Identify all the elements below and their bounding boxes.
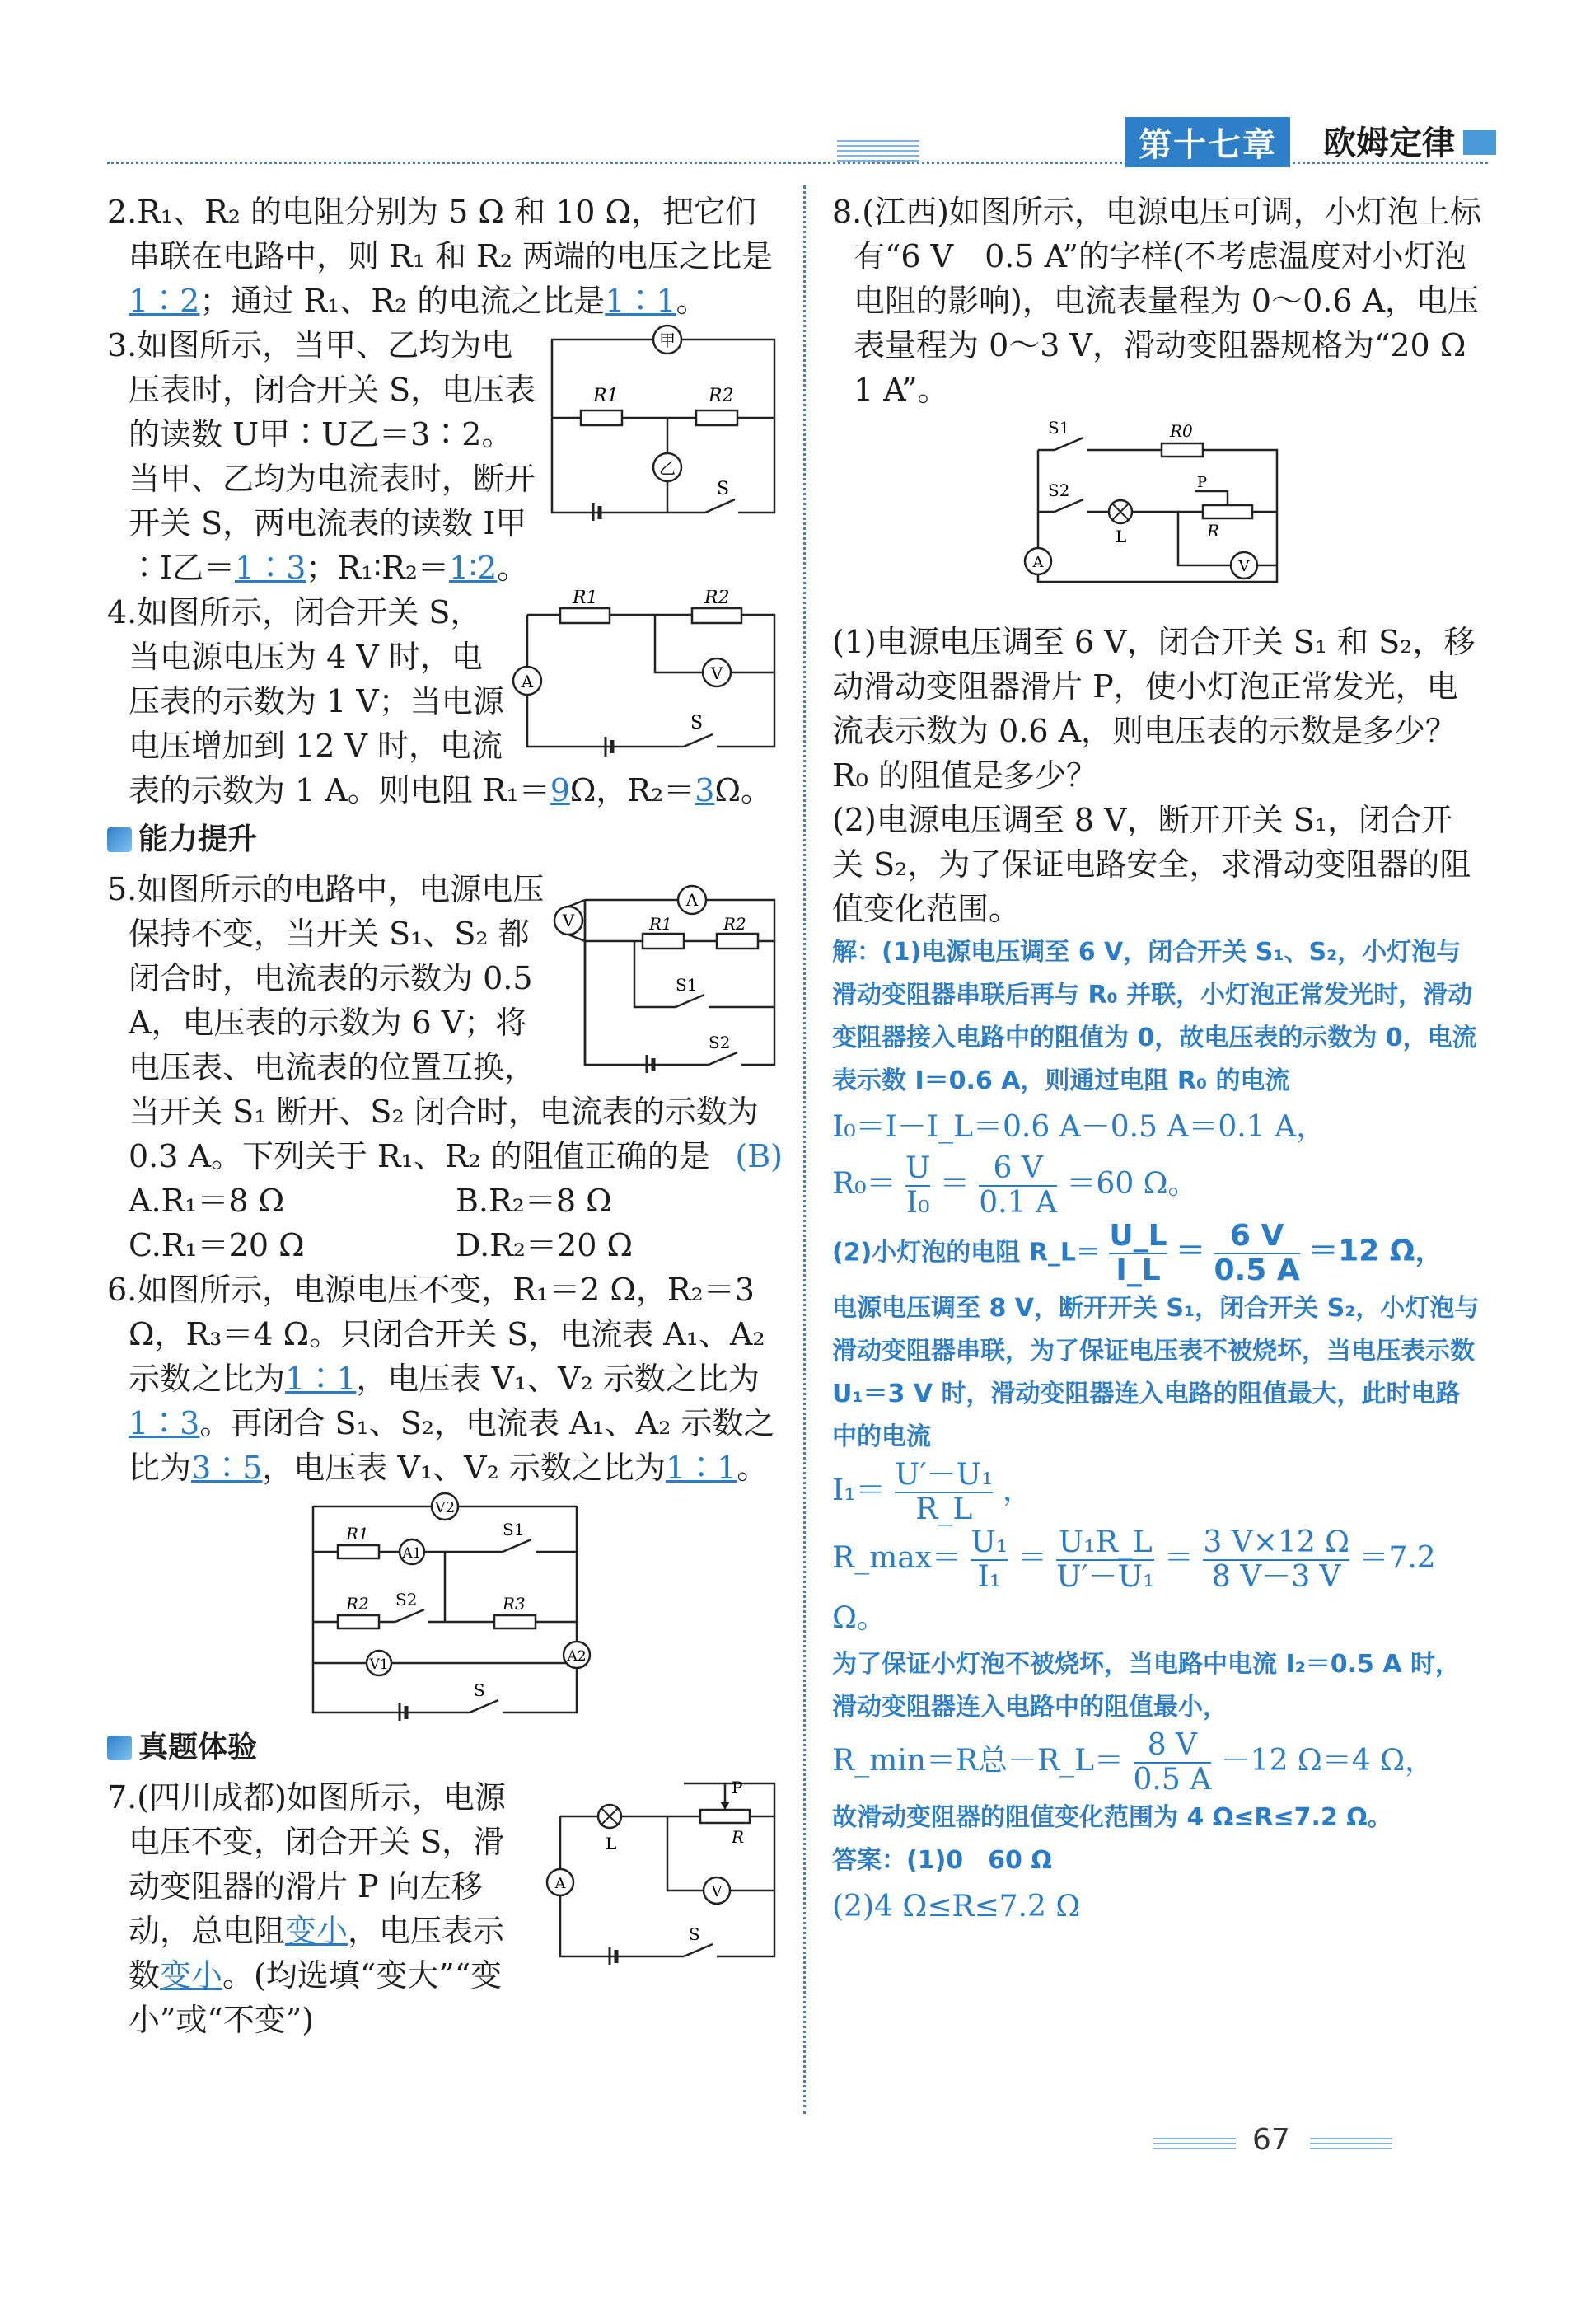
label-r1: R1 [346, 1524, 369, 1544]
page-number-decoration-left [1153, 2138, 1236, 2149]
answer-blank: 1∶1 [285, 1361, 357, 1397]
label-r2: R2 [723, 914, 746, 934]
label-a: A [1032, 554, 1044, 571]
question-3: 甲 R1 R2 乙 S 3.如图所示，当甲、乙均为电压表时，闭合开关 S，电压表的读数 U甲∶U乙＝3∶2。当甲、乙均为电流表时，断开开关 S，两电流表的读数 I甲∶I乙＝1∶3；R₁∶R₂＝1∶2。 [107, 323, 783, 590]
section-heading-ability: 能力提升 [107, 818, 783, 862]
label-a: A [554, 1875, 566, 1892]
chapter-tag: 第十七章 [1125, 117, 1290, 167]
label-v1: V1 [369, 1656, 389, 1673]
label-r1: R1 [573, 590, 598, 608]
circuit-figure-3 [544, 323, 783, 521]
label-s: S [690, 713, 704, 733]
answer-blank: 1∶1 [605, 283, 676, 319]
label-v: V [711, 1883, 723, 1900]
label-v2: V2 [434, 1499, 456, 1516]
answer-blank: 变小 [285, 1913, 348, 1949]
label-r2: R2 [704, 590, 730, 608]
header-divider [107, 162, 1488, 164]
circuit-figure-5 [552, 867, 783, 1073]
label-s2: S2 [709, 1033, 731, 1052]
equation-r0: R₀＝ $\frac{U}{\text{I₀}}$ ＝ $\frac{6 V}{0.1 A}$ ＝60 Ω。 [832, 1151, 1198, 1220]
answer-line-2: (2)4 Ω≤R≤7.2 Ω [832, 1890, 1081, 1923]
solution-step-3: 电源电压调至 8 V，断开开关 S₁，闭合开关 S₂，小灯泡与滑动变阻器串联，为了保证电压表不被烧坏，当电压表示数 U₁＝3 V 时，滑动变阻器连入电路的阻值最大，此时电路中的电流 [832, 1294, 1480, 1451]
label-s: S [717, 479, 730, 499]
label-v: V [710, 663, 723, 683]
header-bar [1463, 130, 1496, 155]
question-4: R1 R2 V A S 4.如图所示，闭合开关 S，当电源电压为 4 V 时，电压表的示数为 1 V；当电源电压增加到 12 V 时，电流表的示数为 1 A。则电阻 R₁＝9Ω，R₂＝3Ω。 [107, 590, 783, 813]
label-a1: A1 [402, 1545, 422, 1562]
answer-blank: 3∶5 [191, 1450, 263, 1486]
option-b: B.R₂＝8 Ω [456, 1183, 612, 1219]
label-jia: 甲 [659, 330, 676, 350]
left-column [107, 190, 783, 2042]
equation-rl: (2)小灯泡的电阻 R_L＝ $\frac{U\_L}{I\_L}$ ＝ $\frac{6 V}{0.5 A}$ ＝12 Ω， [832, 1219, 1445, 1287]
question-8-part-2: (2)电源电压调至 8 V，断开开关 S₁，闭合开关 S₂，为了保证电路安全，求滑动变阻器的阻值变化范围。 [832, 802, 1471, 927]
book-icon [107, 827, 132, 852]
equation-i1: I₁＝ $\frac{\text{U′－U₁}}{R\_L}$ ， [832, 1458, 1032, 1526]
solution-step-4: 为了保证小灯泡不被烧坏，当电路中电流 I₂＝0.5 A 时，滑动变阻器连入电路中的阻值最小， [832, 1650, 1460, 1722]
question-8-part-1: (1)电源电压调至 6 V，闭合开关 S₁ 和 S₂，移动滑动变阻器滑片 P，使小灯泡正常发光，电流表示数为 0.6 A，则电压表的示数是多少？R₀ 的阻值是多少？ [832, 624, 1476, 794]
solution-step-1: 解：(1)电源电压调至 6 V，闭合开关 S₁、S₂，小灯泡与滑动变阻器串联后再与 R₀ 并联，小灯泡正常发光时，滑动变阻器接入电路中的阻值为 0，故电压表的示数为 0，电流表示数 I＝0.6 A，则通过电阻 R₀ 的电流 [832, 938, 1477, 1095]
solution-conclusion: 故滑动变阻器的阻值变化范围为 4 Ω≤R≤7.2 Ω。 [832, 1803, 1392, 1832]
label-r1: R1 [593, 386, 619, 406]
label-p: P [1197, 474, 1208, 491]
circuit-figure-8 [832, 417, 1483, 615]
label-v: V [562, 911, 575, 930]
chapter-title: 欧姆定律 [1323, 124, 1455, 162]
label-a: A [685, 890, 699, 910]
column-divider [803, 185, 806, 2114]
page-header [107, 115, 1488, 165]
page-number-decoration-right [1310, 2138, 1392, 2149]
label-r2: R2 [709, 386, 734, 406]
question-7: P R L A V S 7.(四川成都)如图所示，电源电压不变，闭合开关 S，滑动变阻器的滑片 P 向左移动，总电阻变小，电压表示数变小。(均选填“变大”“变小”或“不变”) [107, 1775, 783, 2042]
label-v: V [1238, 558, 1250, 575]
equation-rmax: R_max＝ $\frac{\text{U₁}}{\text{I₁}}$ ＝ $\frac{\text{U₁R\_L}}{\text{U′－U₁}}$ ＝ $\frac{3 V\times 12 \Omega}{8 V-3 V}$ ＝7.2 Ω。 [832, 1525, 1436, 1635]
label-s2: S2 [1048, 480, 1070, 500]
equation-i0: I₀＝I－I_L＝0.6 A－0.5 A＝0.1 A， [832, 1110, 1326, 1144]
label-s1: S1 [676, 975, 698, 995]
option-c: C.R₁＝20 Ω [129, 1227, 305, 1263]
circuit-figure-4 [511, 590, 783, 763]
answer-blank: 变小 [160, 1957, 223, 1994]
label-r3: R3 [503, 1594, 526, 1614]
header-stripes [837, 140, 919, 162]
label-r0: R0 [1170, 421, 1193, 441]
label-p: P [732, 1778, 743, 1797]
answer-blank: 3 [695, 772, 715, 808]
equation-rmin: R_min＝R总－R_L＝ $\frac{8 V}{0.5 A}$ －12 Ω＝4 Ω， [832, 1728, 1434, 1797]
label-s1: S1 [503, 1520, 525, 1539]
label-yi: 乙 [659, 458, 676, 478]
label-l: L [1116, 527, 1127, 546]
circuit-figure-7 [536, 1775, 783, 1965]
label-l: L [606, 1834, 617, 1853]
question-8-intro: 8.(江西)如图所示，电源电压可调，小灯泡上标有“6 V 0.5 A”的字样(不考虑温度对小灯泡电阻的影响)，电流表量程为 0～0.6 A，电压表量程为 0～3 V，滑动变阻器规格为“20 Ω 1 A”。 [832, 194, 1498, 408]
question-6: 6.如图所示，电源电压不变，R₁＝2 Ω，R₂＝3 Ω，R₃＝4 Ω。只闭合开关 S，电流表 A₁、A₂ 示数之比为1∶1，电压表 V₁、V₂ 示数之比为1∶3。再闭合 S₁、S₂，电流表 A₁、A₂ 示数之比为3∶5，电压表 V₁、V₂ 示数之比为1∶1。 V2 R1 A1 S1 R2 S2 R3 V1 A2 S [107, 1267, 783, 1721]
option-a: A.R₁＝8 Ω [129, 1183, 285, 1219]
answer-blank: 1∶2 [448, 550, 498, 586]
answer-blank: 9 [550, 772, 570, 808]
question-5: A V R1 R2 S1 S2 5.如图所示的电路中，电源电压保持不变，当开关 S₁、S₂ 都闭合时，电流表的示数为 0.5 A，电压表的示数为 6 V；将电压表、电流表的位置互换，当开关 S₁ 断开、S₂ 闭合时，电流表的示数为 0.3 A。下列关于 R₁、R₂ 的阻值正确的是 (B) A.R₁＝8 Ω B.R₂＝8 Ω C.R₁＝20 Ω D.R₂＝20 Ω [107, 867, 783, 1267]
answer-blank: 1∶2 [129, 283, 200, 319]
answer-blank: 1∶3 [129, 1405, 200, 1441]
answer-blank: 1∶3 [235, 550, 306, 586]
circuit-figure-6 [107, 1490, 783, 1721]
solution [832, 931, 1483, 1932]
book-icon [107, 1736, 132, 1760]
label-s2: S2 [395, 1590, 418, 1609]
section-heading-real-questions: 真题体验 [107, 1726, 783, 1770]
label-r1: R1 [649, 914, 672, 934]
label-s: S [474, 1680, 485, 1700]
label-a2: A2 [567, 1648, 587, 1665]
question-2: 2.R₁、R₂ 的电阻分别为 5 Ω 和 10 Ω，把它们串联在电路中，则 R₁ 和 R₂ 两端的电压之比是 1∶2；通过 R₁、R₂ 的电流之比是1∶1。 [107, 194, 774, 319]
label-r: R [1207, 521, 1220, 541]
label-a: A [521, 672, 534, 691]
answer-line-1: 答案：(1)0 60 Ω [832, 1846, 1052, 1875]
answer-blank: 1∶1 [665, 1450, 737, 1486]
label-s: S [689, 1924, 700, 1944]
option-d: D.R₂＝20 Ω [456, 1227, 633, 1263]
page-number: 67 [1252, 2123, 1290, 2157]
label-r2: R2 [346, 1594, 369, 1614]
choice-answer: (B) [735, 1138, 783, 1174]
label-s1: S1 [1048, 418, 1070, 438]
label-r: R [732, 1827, 745, 1847]
right-column [832, 190, 1498, 1932]
answer-options [107, 1178, 783, 1267]
